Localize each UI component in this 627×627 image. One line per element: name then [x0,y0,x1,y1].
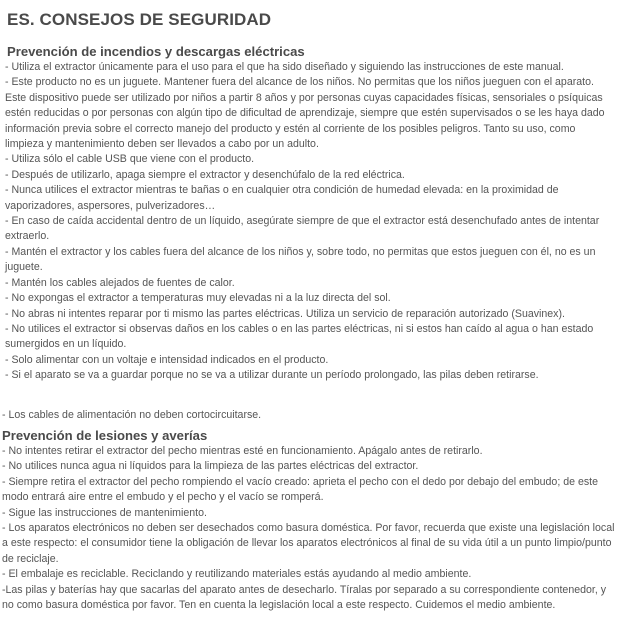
list-item: - Mantén los cables alejados de fuentes de calor. [5,276,235,289]
fire-prevention-list [0,60,627,384]
list-item: - Si el aparato se va a guardar porque no se va a utilizar durante un período prolongado, las pilas deben retirarse. [5,369,539,382]
page-title: ES. CONSEJOS DE SEGURIDAD [7,10,272,29]
list-item: - Solo alimentar con un voltaje e intensidad indicados en el producto. [5,353,329,366]
list-item: - No expongas el extractor a temperaturas muy elevadas ni a la luz directa del sol. [5,292,391,305]
list-item: - Nunca utilices el extractor mientras te bañas o en cualquier otra condición de humedad elevada: en la proximidad de vaporizadores, aspersores, pulverizadores… [5,184,559,212]
list-item: - Este producto no es un juguete. Mantener fuera del alcance de los niños. No permitas que los niños jueguen con el aparato. Este dispositivo puede ser utilizado por niños a partir 8 años y por personas cuyas capacidades físicas, sensoriales o psíquicas estén reducidas o por personas con algún tipo de dificultad de aprendizaje, siempre que estén supervisados o se les haya dado información previa sobre el correcto manejo del producto y estén al corriente de los posibles peligros. Tanto su uso, como limpieza y mantenimiento deben ser llevados a cabo por un adulto. [5,76,605,151]
list-item: - Los aparatos electrónicos no deben ser desechados como basura doméstica. Por favor, recuerda que existe una legislación local a este respecto: el consumidor tiene la obligación de llevar los aparatos electrónicos al final de su vida útil a un punto limpio/punto de reciclaje. [2,522,615,565]
section-heading-fire-prevention: Prevención de incendios y descargas eléctricas [7,44,305,59]
list-item: - Después de utilizarlo, apaga siempre el extractor y desenchúfalo de la red eléctrica. [5,168,405,181]
list-item: -Las pilas y baterías hay que sacarlas del aparato antes de desecharlo. Tíralas por separado a su correspondiente contenedor, y no como basura doméstica por favor. Ten en cuenta la legislación local a este respecto. Cuidemos el medio ambiente. [2,583,607,612]
list-item: - En caso de caída accidental dentro de un líquido, asegúrate siempre de que el extractor está desenchufado antes de intentar extraerlo. [5,215,600,243]
list-item: - El embalaje es reciclable. Reciclando y reutilizando materiales estás ayudando al medio ambiente. [2,568,472,581]
list-item: - Mantén el extractor y los cables fuera del alcance de los niños y, sobre todo, no permitas que estos jueguen con él, no es un juguete. [5,245,596,274]
cable-short-circuit-note: - Los cables de alimentación no deben cortocircuitarse. [2,409,262,421]
list-item: - No utilices el extractor si observas daños en los cables o en las partes eléctricas, ni si estos han caído al agua o han estado sumergidos en un líquido. [5,322,594,351]
list-item: - Siempre retira el extractor del pecho rompiendo el vacío creado: aprieta el pecho con el dedo por debajo del embudo; de este modo entrará aire entre el embudo y el pecho y el vacío se romperá. [2,475,598,504]
list-item: - No utilices nunca agua ni líquidos para la limpieza de las partes eléctricas del extractor. [2,460,419,473]
fire-electric-shock-section [0,44,627,384]
injury-prevention-list [0,444,627,613]
section-heading-injury-prevention: Prevención de lesiones y averías [2,428,208,443]
list-item: - Utiliza sólo el cable USB que viene con el producto. [5,153,255,166]
list-item: - No intentes retirar el extractor del pecho mientras esté en funcionamiento. Apágalo antes de retirarlo. [2,445,483,457]
list-item: - Sigue las instrucciones de mantenimiento. [2,506,207,519]
list-item: - No abras ni intentes reparar por ti mismo las partes eléctricas. Utiliza un servicio de reparación autorizado (Suavinex). [5,307,565,320]
list-item: - Utiliza el extractor únicamente para el uso para el que ha sido diseñado y siguiendo las instrucciones de este manual. [5,61,564,73]
injury-damage-section [0,428,627,613]
